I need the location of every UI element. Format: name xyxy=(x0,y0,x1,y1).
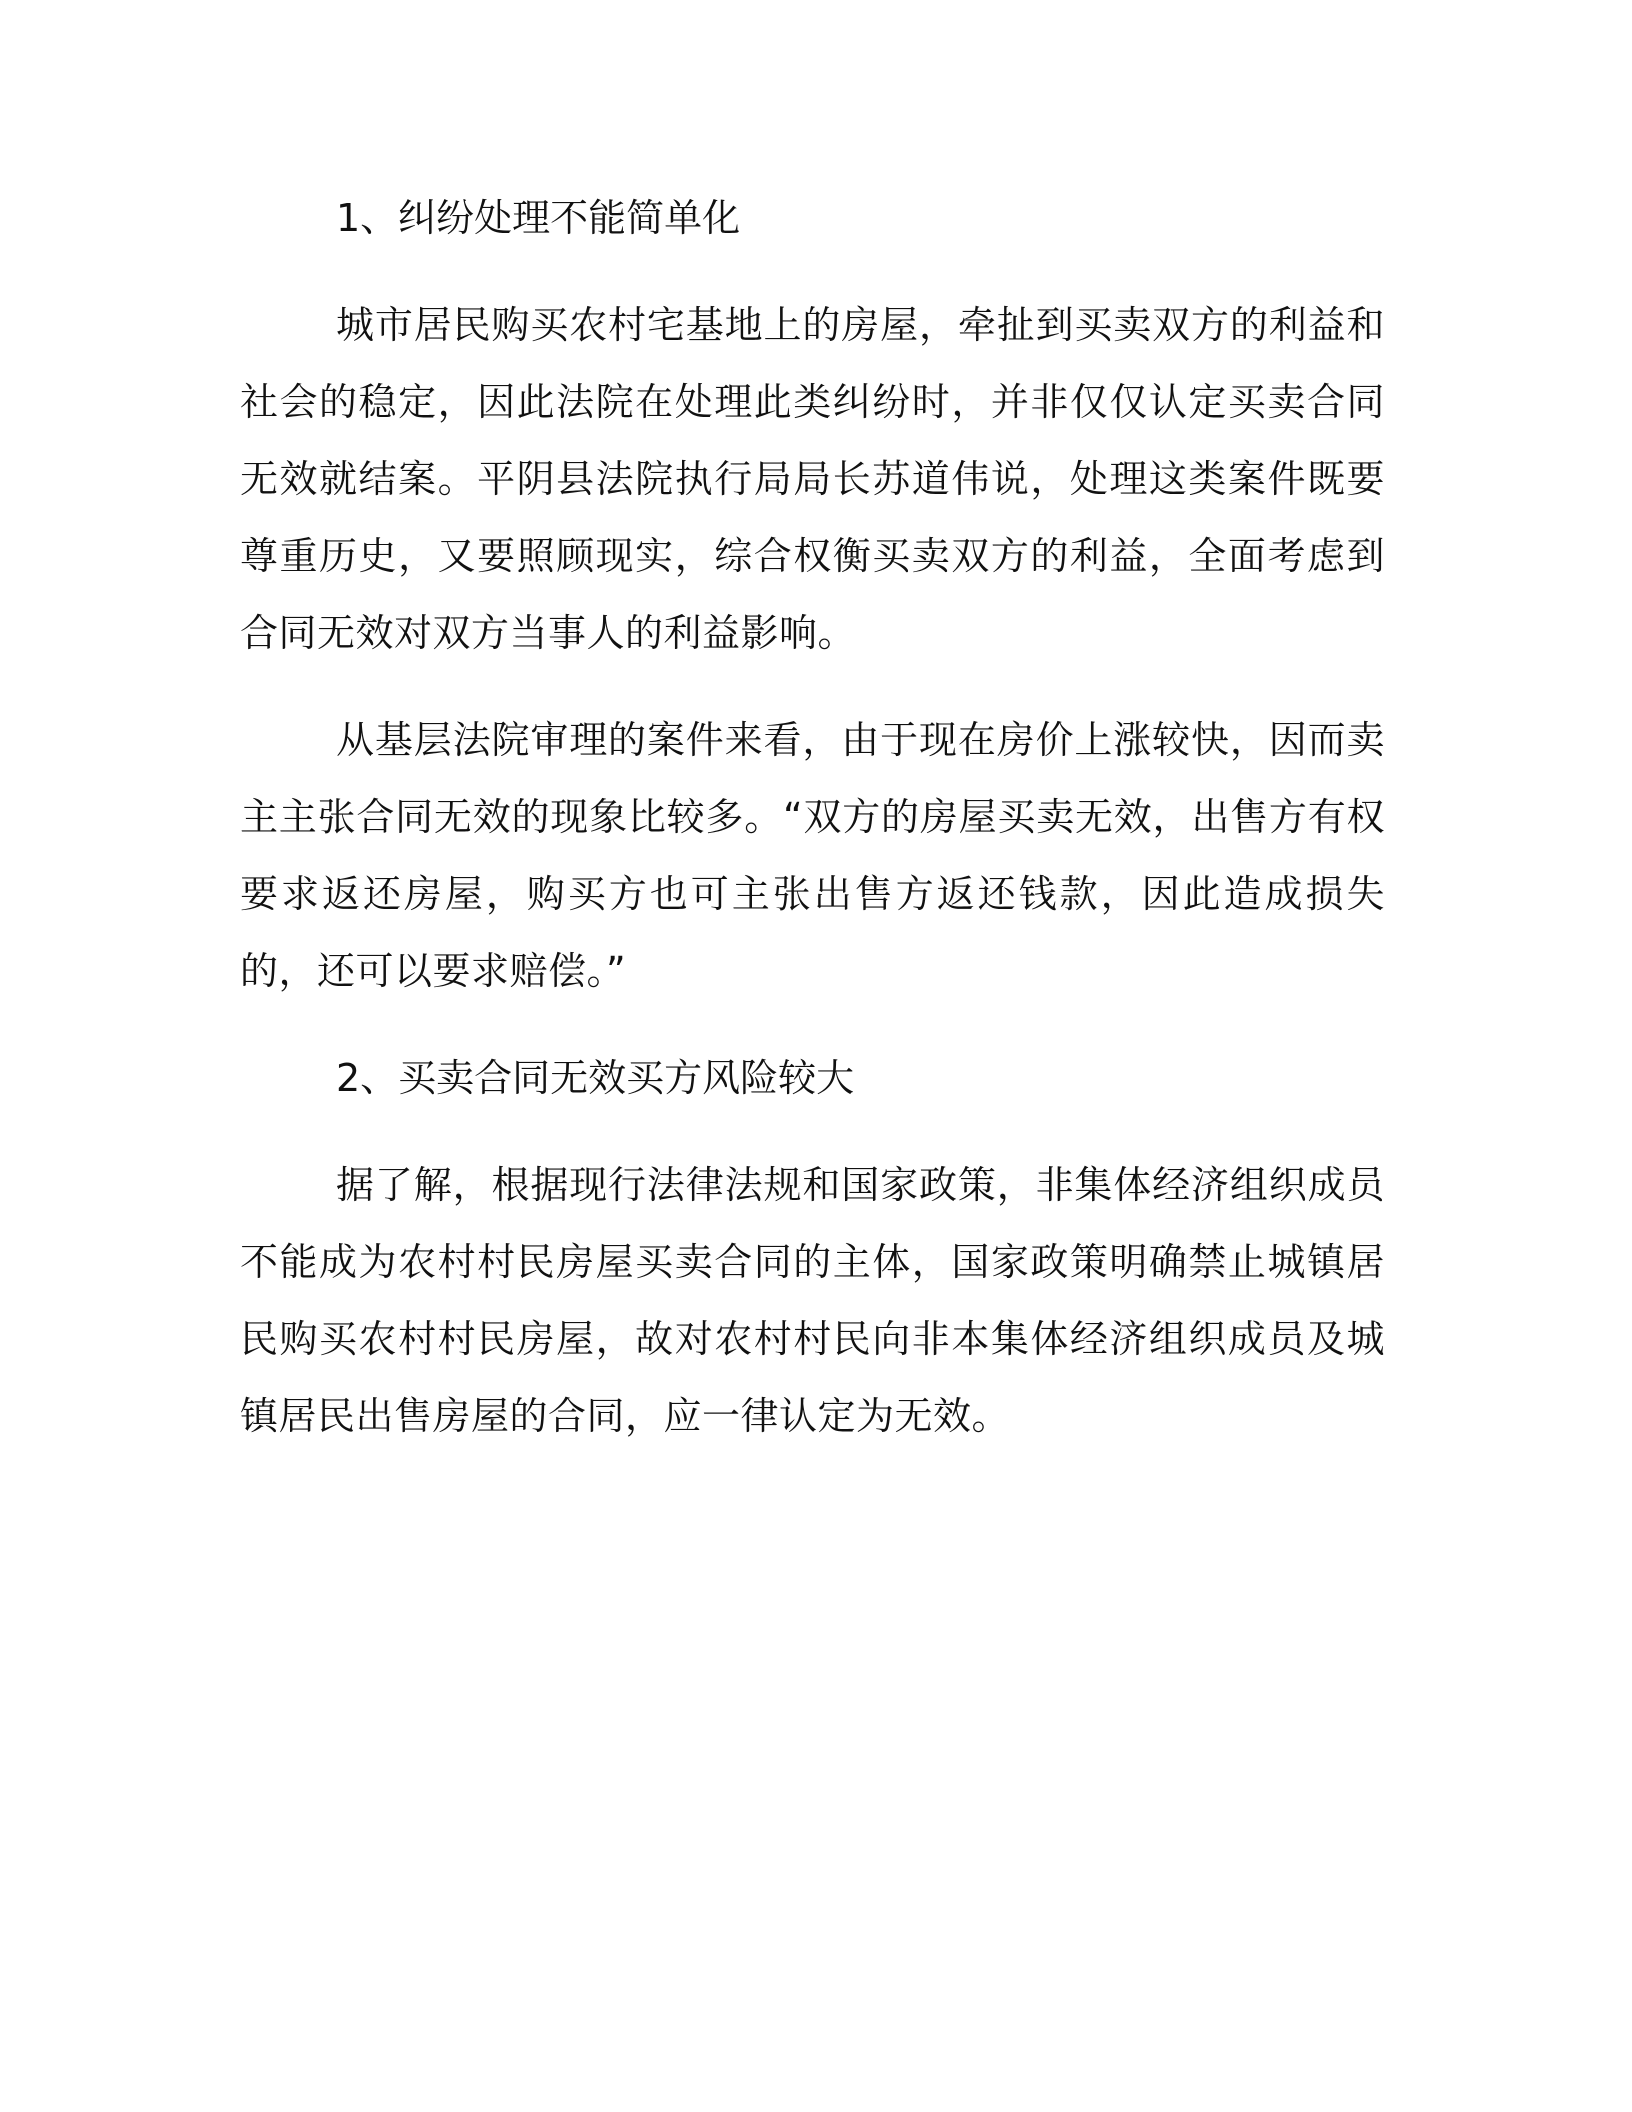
section-heading-1: 1、纠纷处理不能简单化 xyxy=(336,196,741,240)
section-heading-2: 2、买卖合同无效买方风险较大 xyxy=(336,1056,855,1100)
paragraph-2: 从基层法院审理的案件来看，由于现在房价上涨较快，因而卖主主张合同无效的现象比较多。“双方的房屋买卖无效，出售方有权要求返还房屋，购买方也可主张出售方返还钱款，因此造成损失的，还可以要求赔偿。” xyxy=(240,718,1385,993)
paragraph-3: 据了解，根据现行法律法规和国家政策，非集体经济组织成员不能成为农村村民房屋买卖合同的主体，国家政策明确禁止城镇居民购买农村村民房屋，故对农村村民向非本集体经济组织成员及城镇居民出售房屋的合同，应一律认定为无效。 xyxy=(240,1163,1385,1438)
document-body xyxy=(240,180,1385,1485)
paragraph-1: 城市居民购买农村宅基地上的房屋，牵扯到买卖双方的利益和社会的稳定，因此法院在处理此类纠纷时，并非仅仅认定买卖合同无效就结案。平阴县法院执行局局长苏道伟说，处理这类案件既要尊重历史，又要照顾现实，综合权衡买卖双方的利益，全面考虑到合同无效对双方当事人的利益影响。 xyxy=(240,303,1385,655)
